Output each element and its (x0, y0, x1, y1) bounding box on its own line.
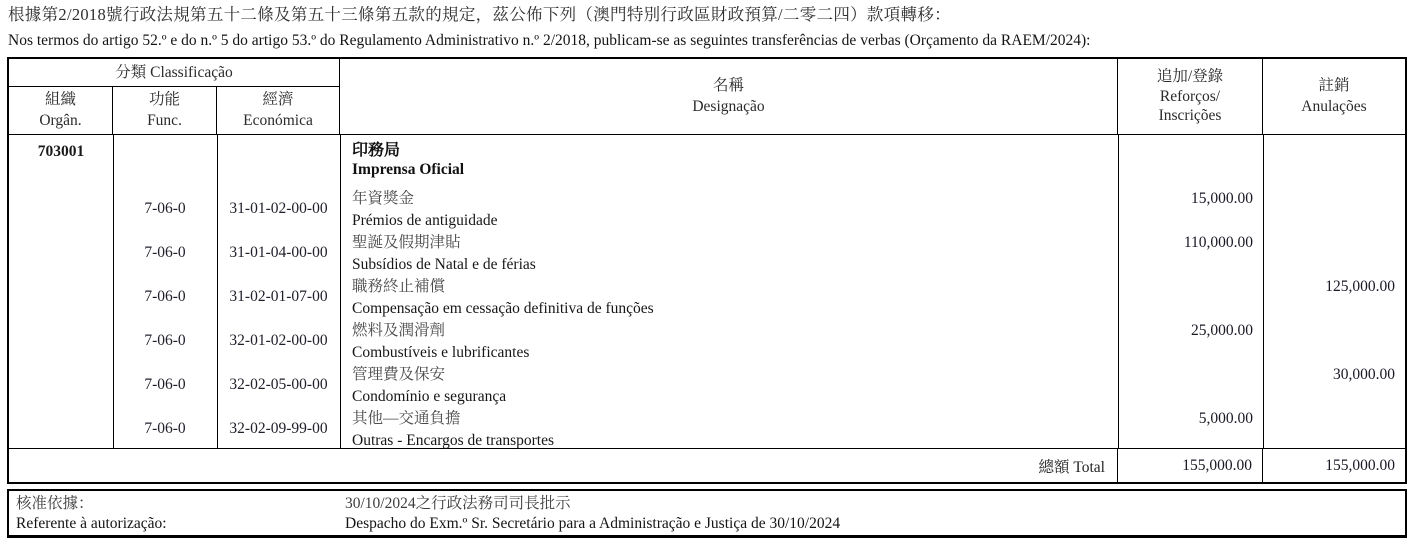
entry-anulacao (1263, 319, 1405, 363)
total-label: 總額 Total (9, 449, 1118, 482)
table-body (9, 135, 1405, 449)
header-func-zh: 功能 (148, 91, 180, 108)
column-divider (1263, 135, 1264, 448)
intro-line-pt: Nos termos do artigo 52.º e do n.º 5 do artigo 53.º do Regulamento Administrativo n.º 2/2018, publicam-se as seguintes transferências de verbas (Orçamento da RAEM/2024): (8, 32, 1091, 49)
header-designation-zh: 名稱 (712, 77, 744, 94)
header-econ (217, 87, 340, 134)
entry-reforco: 25,000.00 (1191, 322, 1253, 339)
header-designation-pt: Designação (692, 98, 765, 115)
header-designation (340, 59, 1118, 134)
header-anulacoes-zh: 註銷 (1318, 77, 1350, 94)
header-econ-pt: Económica (243, 112, 313, 129)
entry-designation-zh: 聖誕及假期津貼 (352, 234, 461, 251)
entry-func: 7-06-0 (144, 332, 186, 349)
entry-func: 7-06-0 (144, 200, 186, 217)
entry-anulacao (1263, 187, 1405, 231)
header-econ-zh: 經濟 (262, 91, 294, 108)
entry-anulacao: 30,000.00 (1333, 366, 1395, 383)
total-reforcos: 155,000.00 (1118, 449, 1263, 482)
organization-name-pt: Imprensa Oficial (352, 161, 465, 178)
header-anulacoes-pt: Anulações (1301, 98, 1367, 115)
total-row (9, 449, 1405, 482)
entry-designation-pt: Combustíveis e lubrificantes (352, 343, 530, 361)
entry-func: 7-06-0 (144, 420, 186, 437)
entry-designation (340, 275, 1118, 319)
entry-designation (340, 231, 1118, 275)
entry-reforco: 110,000.00 (1183, 234, 1253, 251)
authorization-box (7, 489, 1407, 538)
organization-name (340, 135, 1118, 187)
entry-designation (340, 187, 1118, 231)
header-org (9, 87, 113, 134)
authorization-label-zh: 核准依據： (16, 495, 94, 512)
intro-line-zh: 根據第2/2018號行政法規第五十二條及第五十三條第五款的規定，茲公佈下列（澳門特別行政區財政預算/二零二四）款項轉移： (8, 5, 951, 24)
entry-econ: 31-02-01-07-00 (229, 288, 328, 305)
entry-func: 7-06-0 (144, 244, 186, 261)
header-anulacoes (1263, 59, 1405, 134)
entry-designation (340, 363, 1118, 407)
entry-designation-pt: Compensação em cessação definitiva de funções (352, 299, 654, 317)
entry-anulacao: 125,000.00 (1325, 278, 1395, 295)
entry-designation-zh: 燃料及潤滑劑 (352, 322, 446, 339)
entry-designation-zh: 其他—交通負擔 (352, 410, 461, 427)
header-func (113, 87, 217, 134)
transfer-table (7, 57, 1407, 484)
header-org-zh: 組織 (44, 91, 76, 108)
entry-reforco (1118, 275, 1263, 319)
column-divider (217, 135, 218, 448)
entry-designation-pt: Outras - Encargos de transportes (352, 431, 555, 449)
entry-anulacao (1263, 407, 1405, 451)
table-header (9, 59, 1405, 135)
authorization-value-pt: Despacho do Exm.º Sr. Secretário para a Administração e Justiça de 30/10/2024 (345, 514, 841, 532)
entry-reforco: 15,000.00 (1191, 190, 1253, 207)
header-classification: 分類 Classificação (9, 59, 340, 87)
entry-econ: 31-01-02-00-00 (229, 200, 328, 217)
entry-reforco (1118, 363, 1263, 407)
header-reforcos (1118, 59, 1263, 134)
entry-designation-zh: 管理費及保安 (352, 366, 446, 383)
authorization-value-zh: 30/10/2024之行政法務司司長批示 (345, 495, 571, 512)
column-divider (1118, 135, 1119, 448)
authorization-labels (9, 491, 345, 535)
header-reforcos-pt1: Reforços/ (1159, 87, 1221, 105)
entry-designation (340, 319, 1118, 363)
organization-code: 703001 (37, 143, 85, 160)
column-divider (340, 135, 341, 448)
entry-econ: 32-01-02-00-00 (229, 332, 328, 349)
entry-anulacao (1263, 231, 1405, 275)
organization-name-zh: 印務局 (352, 142, 401, 159)
entry-reforco: 5,000.00 (1198, 410, 1253, 427)
entry-designation-pt: Prémios de antiguidade (352, 211, 498, 229)
entry-func: 7-06-0 (144, 376, 186, 393)
authorization-label-pt: Referente à autorização: (16, 514, 167, 532)
entry-designation-zh: 年資獎金 (352, 190, 415, 207)
entry-func: 7-06-0 (144, 288, 186, 305)
entry-designation-pt: Condomínio e segurança (352, 387, 507, 405)
column-divider (113, 135, 114, 448)
authorization-values (345, 491, 1405, 535)
entry-designation (340, 407, 1118, 451)
entry-econ: 32-02-09-99-00 (229, 420, 328, 437)
header-org-pt: Orgân. (39, 112, 82, 129)
entry-econ: 31-01-04-00-00 (229, 244, 328, 261)
entry-designation-pt: Subsídios de Natal e de férias (352, 255, 536, 273)
header-reforcos-zh: 追加/登錄 (1156, 68, 1224, 85)
entry-designation-zh: 職務終止補償 (352, 278, 446, 295)
header-reforcos-pt2: Inscrições (1158, 107, 1222, 124)
entry-econ: 32-02-05-00-00 (229, 376, 328, 393)
total-anulacoes: 155,000.00 (1325, 456, 1395, 474)
header-func-pt: Func. (147, 112, 182, 129)
